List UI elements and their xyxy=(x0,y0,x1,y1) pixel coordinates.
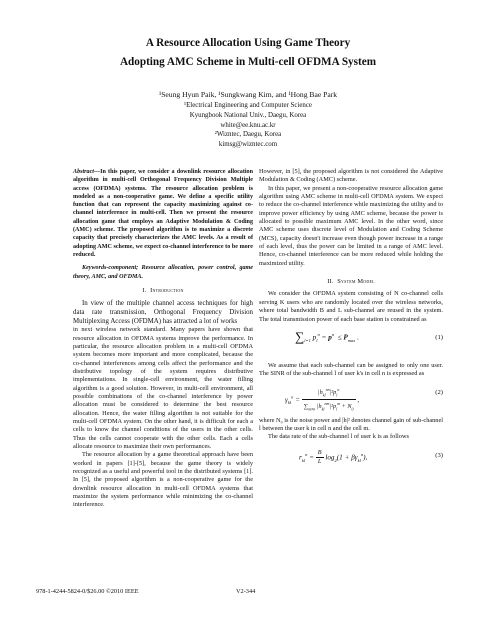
affiliation-email: kimsg@wizntec.com xyxy=(218,141,278,149)
abstract xyxy=(73,168,253,259)
footer-page-number: V2-344 xyxy=(236,588,256,595)
equation-2-body: $\gamma_{kl}^n$ = $\frac{|h_{kl}^{nn}|^2p_l^n}{\sum_{m\ne n} |h_{kl}^{nm}|^2p_l^m + N_0}$ , xyxy=(285,386,360,412)
right-paragraph-2: In this paper, we present a non-cooperative resource allocation game algorithm using AMC scheme in multi-cell OFDMA system. We expect to reduce the co-channel interference while maximizing the utility and to improve power efficiency by using AMC scheme, because the power is allocated to possible maximum AMC level. In the other word, since AMC scheme uses discrete level of Modulation and Coding Scheme (MCS), capacity doesn't increase even though power increase in a range of each level, thus the power can be limited in a range of AMC level. Hence, co-channel interference can be more reduced while holding the maximized utility. xyxy=(259,184,443,267)
footer-copyright: 978-1-4244-5824-0/$26.00 ©2010 IEEE xyxy=(36,588,139,595)
system-paragraph-2: We assume that each sub-channel can be assigned to only one user. The SINR of the sub-channel l of user k's in cell n is expressed as xyxy=(259,361,443,378)
section-heading-introduction xyxy=(73,287,253,295)
affiliation-line: Kyungbook National Univ., Daegu, Korea xyxy=(189,111,307,119)
intro-paragraph-1b: in next wireless network standard. Many papers have shown that resource allocation in OFDMA systems improve the performance. In particular, the resource allocation problem in a multi-cell OFDMA system becomes more important and more complicated, because the co-channel interferences among cells affect the performance and the distributive topology of the system requires distributive implementations. In single-cell environment, the water filling algorithm is a good solution. However, in multi-cell environment, all possible combinations of the co-channel interference by power allocation must be considered to determine the best resource allocation. Hence, the water filling algorithm is not suitable for the multi-cell OFDMA system. On the other hand, it is difficult for each a cells to know the channel conditions of the users in the other cells. Thus the cells cannot cooperate with the other cells. Each a cells allocate resource to maximize their own performances. xyxy=(73,326,253,451)
section-number: I. xyxy=(142,286,147,294)
paper-title-line1: A Resource Allocation Using Game Theory xyxy=(145,37,351,49)
equation-2-number: (2) xyxy=(435,388,443,396)
section-number: II. xyxy=(327,278,334,286)
affiliation-email: white@ee.knu.ac.kr xyxy=(220,121,276,129)
right-paragraph-1: However, in [5], the proposed algorithm is not considered the Adaptive Modulation & Coding (AMC) scheme. xyxy=(259,168,443,184)
system-paragraph-3: where N₀ is the noise power and |h|² denotes channel gain of sub-channel l between the user k in cell n and the cell m. xyxy=(259,416,443,432)
abstract-label: Abstract— xyxy=(73,169,101,175)
system-paragraph-4: The data rate of the sub-channel l of user k is as follows xyxy=(268,433,409,441)
left-column xyxy=(73,168,253,510)
author-list: ¹Seung Hyun Paik, ¹Sungkwang Kim, and ¹Hong Bae Park xyxy=(158,90,338,99)
system-paragraph-1: We consider the OFDMA system consisting of N co-channel cells serving K users who are randomly located over the wireless networks, where total bandwidth B and L sub-channel are reused in the system. The total transmission power of each base station is constrained as xyxy=(259,290,443,323)
intro-paragraph-2: The resource allocation by a game theoretical approach have been worked in papers [1]-[5], because the game theory is widely recognized as a useful and powerful tool in the distributed systems [1]. In [5], the proposed algorithm is a non-cooperative game for the downlink resource allocation in multi-cell OFDMA systems that maximize the system performance while minimizing the co-channel interference. xyxy=(73,451,253,509)
equation-2 xyxy=(259,383,443,413)
paper-title-line2: Adopting AMC Scheme in Multi-cell OFDMA System xyxy=(119,56,377,68)
equation-1 xyxy=(259,328,443,358)
section-title: System Model xyxy=(337,278,375,286)
keywords: Keywords-component; Resource allocation, power control, game theory, AMC, and OFDMA. xyxy=(73,265,253,280)
section-title: Introduction xyxy=(150,286,184,294)
affiliation-block xyxy=(0,101,496,150)
equation-3 xyxy=(259,446,443,476)
equation-1-body: $\sum_{l=1}$ $p_l^n = p^n \le P_{max}$ . xyxy=(295,329,359,345)
affiliation-line: ¹Electrical Engineering and Computer Science xyxy=(184,102,312,109)
equation-3-body: $r_{kl}^n$ = $\frac{B}{L}$ $\log_2(1 + \beta\gamma_{kl}^n)$, xyxy=(299,448,368,465)
equation-3-number: (3) xyxy=(435,451,443,459)
abstract-text: In this paper, we consider a downlink resource allocation algorithm in multi-cell Orthogonal Frequency Division Multiple access (OFDMA) systems. The resource allocation problem is modeled as a non-cooperative game. We define a specific utility function that can represent the capacity maximizing against co-channel interference in multi-cell. Then we present the resource allocation game that employs an Adaptive Modulation & Coding (AMC) scheme. The proposed algorithm is to maximize a discrete capacity that precisely characterizes the AMC levels. As a result of adopting AMC scheme, we expect co-channel interference to be more reduced. xyxy=(73,169,253,258)
equation-1-number: (1) xyxy=(435,333,443,341)
section-heading-system-model xyxy=(259,278,443,286)
intro-paragraph-1a: In view of the multiple channel access techniques for high data rate transmission, Orthogonal Frequency Division Multiplexing Access (OFDMA) has attracted a lot of works xyxy=(73,300,253,326)
affiliation-line: ²Wizntec, Daegu, Korea xyxy=(214,131,282,139)
right-column xyxy=(259,168,443,480)
